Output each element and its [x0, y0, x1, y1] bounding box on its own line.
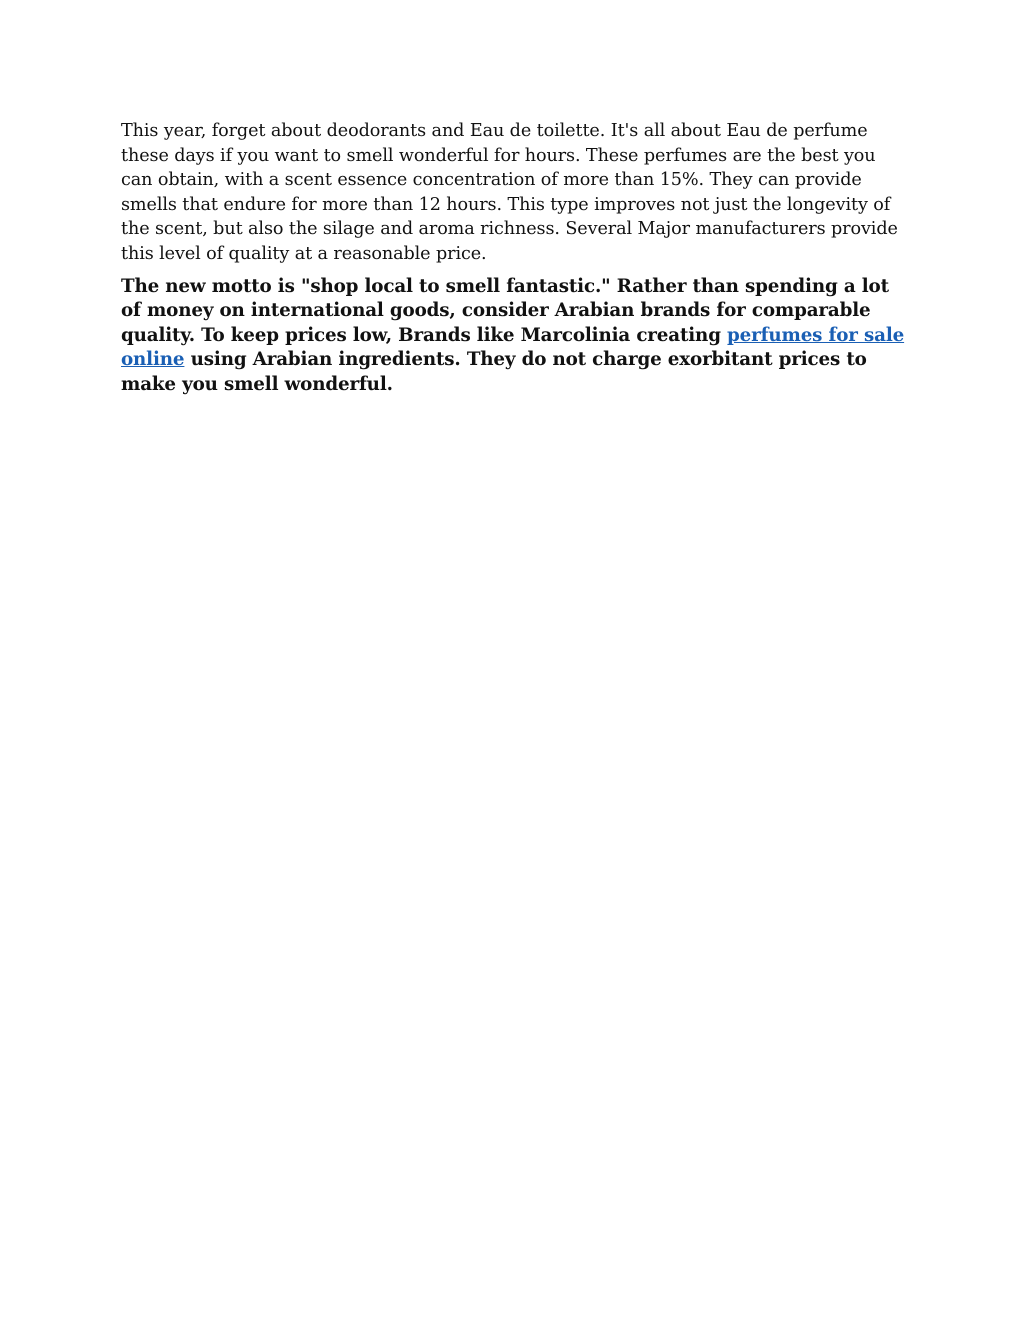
paragraph-motto [121, 275, 911, 398]
paragraph-motto-text-before-link: The new motto is "shop local to smell fantastic." Rather than spending a lot of money on international goods, consider Arabian brands for comparable quality. To keep prices low, Brands like Marcolinia creating [121, 275, 889, 346]
paragraph-motto-text-after-link: using Arabian ingredients. They do not charge exorbitant prices to make you smell wonderful. [121, 349, 867, 395]
document-body [121, 119, 911, 398]
perfumes-for-sale-link[interactable]: perfumes for sale online [121, 324, 905, 371]
paragraph-intro: This year, forget about deodorants and Eau de toilette. It's all about Eau de perfume these days if you want to smell wonderful for hours. These perfumes are the best you can obtain, with a scent essence concentration of more than 15%. They can provide smells that endure for more than 12 hours. This type improves not just the longevity of the scent, but also the silage and aroma richness. Several Major manufacturers provide this level of quality at a reasonable price. [121, 121, 898, 264]
